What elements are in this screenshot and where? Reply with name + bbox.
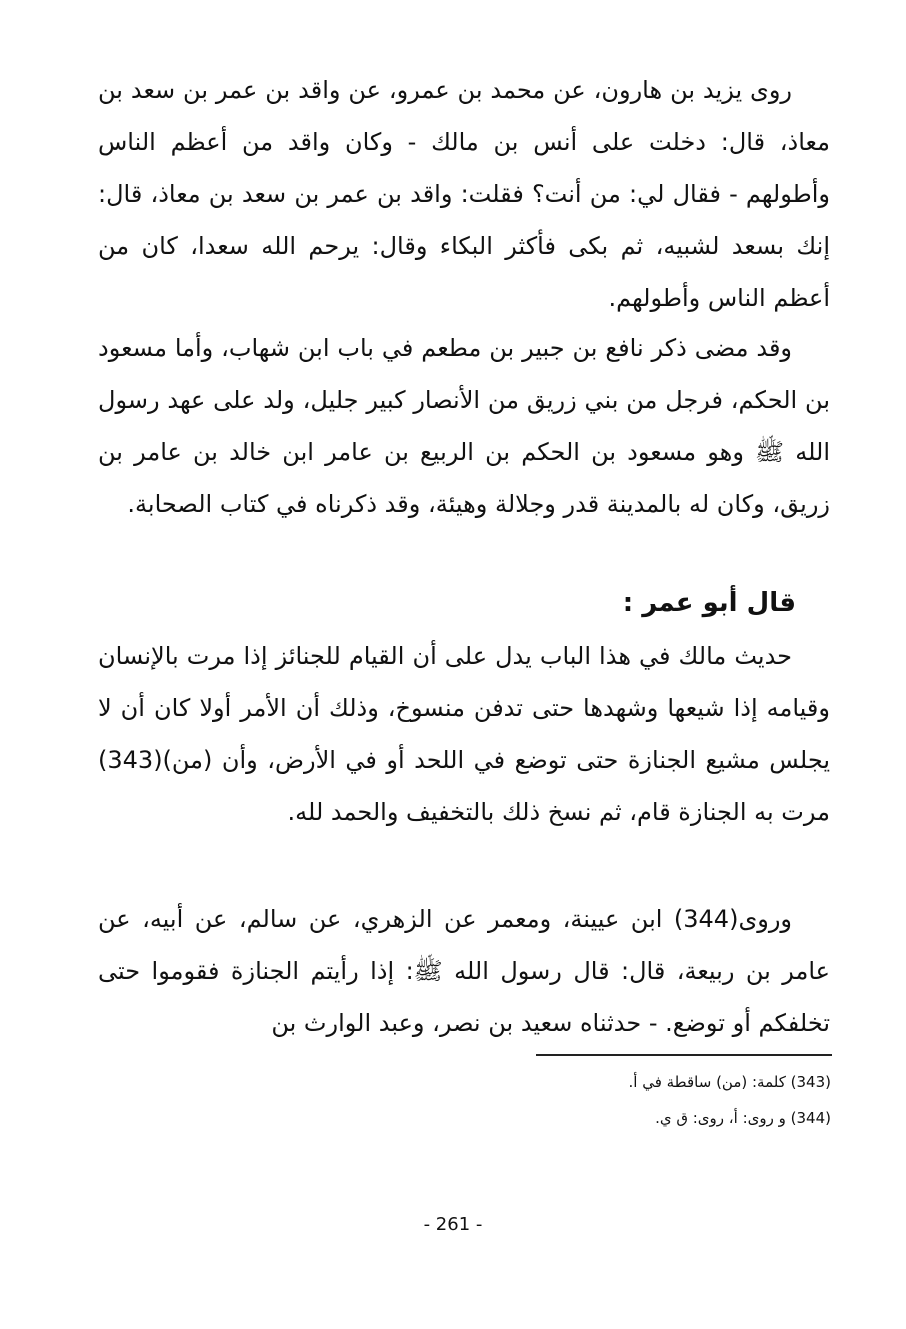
footnote-344: (344) و روى: أ، روى: ق ي. <box>655 1109 831 1127</box>
paragraph-narration-waqid: روى يزيد بن هارون، عن محمد بن عمرو، عن واقد بن عمر بن سعد بن معاذ، قال: دخلت على أنس بن مالك - وكان واقد من أعظم الناس وأطولهم - فقال لي: من أنت؟ فقلت: واقد بن عمر بن سعد بن معاذ، قال: إنك بسعد لشبيه، ثم بكى فأكثر البكاء وقال: يرحم الله سعدا، كان من أعظم الناس وأطولهم. <box>98 76 830 312</box>
paragraph-ibn-uyayna-narration: وروى(344) ابن عيينة، ومعمر عن الزهري، عن سالم، عن أبيه، عن عامر بن ربيعة، قال: قال رسول الله ﷺ: إذا رأيتم الجنازة فقوموا حتى تخلفكم أو توضع. - حدثناه سعيد بن نصر، وعبد الوارث بن <box>98 905 830 1037</box>
page-number: - 261 - <box>423 1214 483 1235</box>
section-heading: قال أبو عمر : <box>622 588 796 618</box>
paragraph-malik-hadith: حديث مالك في هذا الباب يدل على أن القيام للجنائز إذا مرت بالإنسان وقيامه إذا شيعها وشهدها حتى تدفن منسوخ، وذلك أن الأمر أولا كان أن لا يجلس مشيع الجنازة حتى توضع في اللحد أو في الأرض، وأن (من)(343) مرت به الجنازة قام، ثم نسخ ذلك بالتخفيف والحمد لله. <box>98 642 830 826</box>
footnote-divider <box>536 1054 832 1056</box>
paragraph-masud-ibn-alhakam: وقد مضى ذكر نافع بن جبير بن مطعم في باب ابن شهاب، وأما مسعود بن الحكم، فرجل من بني زريق من الأنصار كبير جليل، ولد على عهد رسول الله ﷺ وهو مسعود بن الحكم بن الربيع بن عامر ابن خالد بن عامر بن زريق، وكان له بالمدينة قدر وجلالة وهيئة، وقد ذكرناه في كتاب الصحابة. <box>98 334 830 518</box>
footnote-343: (343) كلمة: (من) ساقطة في أ. <box>628 1073 831 1091</box>
